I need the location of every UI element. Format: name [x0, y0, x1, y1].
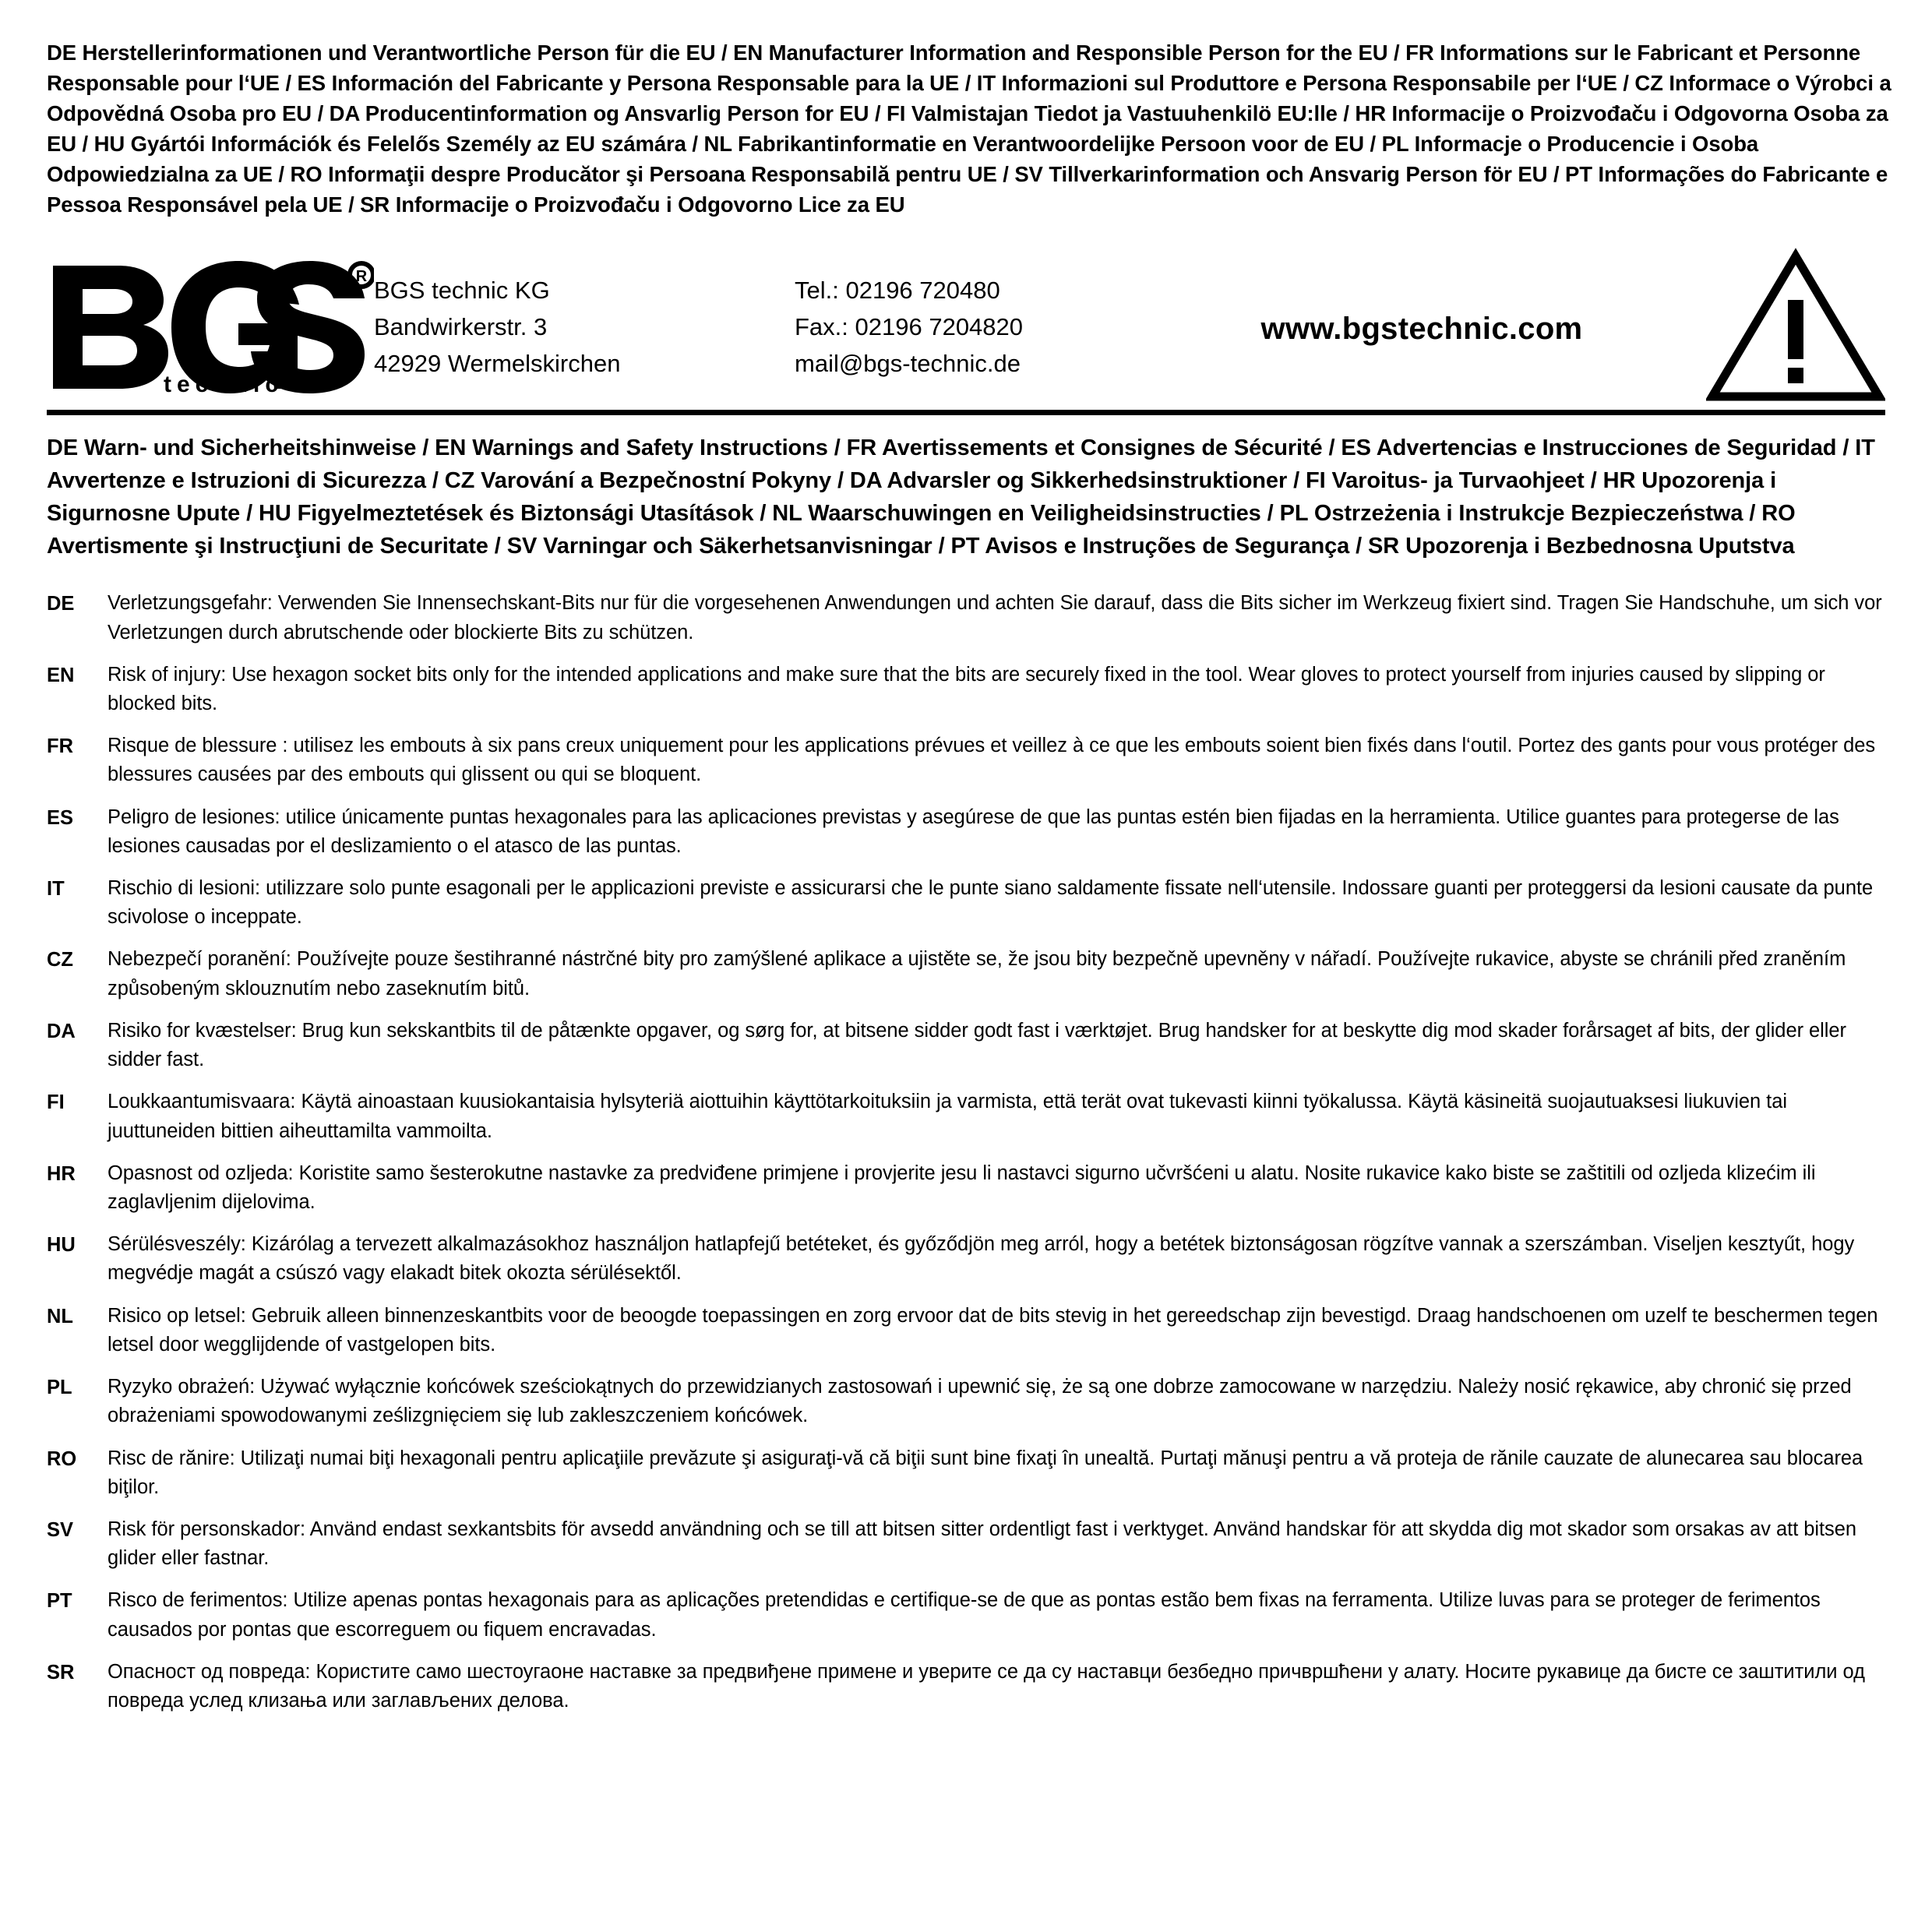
- manufacturer-info-heading: DE Herstellerinformationen und Verantwortliche Person für die EU / EN Manufacturer Information and Responsible Person for the EU / FR Informations sur le Fabricant et Personne Responsable pour l‘UE / ES Información del Fabricante y Persona Responsable para la UE / IT Informazioni sul Produttore e Persona Responsabile per l‘UE / CZ Informace o Výrobci a Odpovědná Osoba pro EU / DA Producentinformation og Ansvarlig Person for EU / FI Valmistajan Tiedot ja Vastuuhenkilö EU:lle / HR Informacije o Proizvođaču i Odgovorna Osoba za EU / HU Gyártói Információk és Felelős Személy az EU számára / NL Fabrikantinformatie en Verantwoordelijke Persoon voor de EU / PL Informacje o Producencie i Osoba Odpowiedzialna za UE / RO Informaţii despre Producător şi Persoana Responsabilă pentru UE / SV Tillverkarinformation och Ansvarig Person för EU / PT Informações do Fabricante e Pessoa Responsável pela UE / SR Informacije o Proizvođaču i Odgovorno Lice za EU: [47, 41, 1891, 217]
- list-item: [47, 589, 1885, 647]
- language-code: SV: [47, 1518, 74, 1541]
- language-text: Verletzungsgefahr: Verwenden Sie Innensechskant-Bits nur für die vorgesehenen Anwendungen und achten Sie darauf, dass die Bits sicher im Werkzeug fixiert sind. Tragen Sie Handschuhe, um sich vor Verletzungen durch abrutschende oder blockierte Bits zu schützen.: [108, 592, 1882, 643]
- language-code: PL: [47, 1377, 72, 1399]
- language-code: SR: [47, 1661, 75, 1683]
- company-website[interactable]: www.bgstechnic.com: [1260, 311, 1583, 346]
- language-text: Risque de blessure : utilisez les embouts à six pans creux uniquement pour les applications prévues et veillez à ce que les embouts soient bien fixés dans l‘outil. Portez des gants pour vous protéger des blessures causées par des embouts qui glissent ou qui se bloquent.: [108, 735, 1876, 786]
- company-fax: Fax.: 02196 7204820: [795, 312, 1024, 340]
- list-item: [47, 1088, 1885, 1145]
- language-code: HU: [47, 1234, 76, 1257]
- svg-text:technic: technic: [164, 372, 284, 396]
- language-code: EN: [47, 664, 75, 686]
- company-email[interactable]: mail@bgs-technic.de: [795, 349, 1021, 377]
- language-text: Опасност од повреда: Користите само шестоугаоне наставке за предвиђене примене и уверите се да су наставци безбедно причвршћени у алату. Носите рукавице да бисте се заштитили од повреда услед клизања или заглављених делова.: [108, 1660, 1865, 1712]
- language-code: DE: [47, 593, 75, 615]
- language-code: PT: [47, 1590, 72, 1613]
- company-header-band: [47, 240, 1885, 415]
- company-name: BGS technic KG: [374, 276, 550, 304]
- list-item: [47, 661, 1885, 718]
- bgs-logo: [47, 255, 374, 395]
- warning-triangle-icon: [1683, 247, 1885, 403]
- list-item: [47, 1658, 1885, 1715]
- language-code: FR: [47, 735, 73, 758]
- list-item: [47, 1444, 1885, 1502]
- language-text: Risk of injury: Use hexagon socket bits only for the intended applications and make sure that the bits are securely fixed in the tool. Wear gloves to protect yourself from injuries caused by slipping or blocked bits.: [108, 663, 1825, 714]
- company-street: Bandwirkerstr. 3: [374, 312, 548, 340]
- language-text: Ryzyko obrażeń: Używać wyłącznie końcówek sześciokątnych do przewidzianych zastosowań i upewnić się, że są one dobrze zamocowane w narzędziu. Należy nosić rękawice, aby chronić się przed obrażeniami spowodowanymi ześlizgnięciem się lub zakleszczeniem końcówek.: [108, 1376, 1852, 1427]
- company-city: 42929 Wermelskirchen: [374, 349, 621, 377]
- list-item: [47, 1159, 1885, 1217]
- language-text: Risiko for kvæstelser: Brug kun sekskantbits til de påtænkte opgaver, og sørg for, at bitsene sidder godt fast i værktøjet. Brug handsker for at beskytte dig mod skader forårsaget af bits, der glider eller sidder fast.: [108, 1019, 1846, 1071]
- company-address: [374, 269, 795, 382]
- language-code: HR: [47, 1162, 76, 1185]
- list-item: [47, 1373, 1885, 1430]
- language-text: Rischio di lesioni: utilizzare solo punte esagonali per le applicazioni previste e assicurarsi che le punte siano saldamente fissate nell‘utensile. Indossare guanti per proteggersi da lesioni causate da punte scivolose o inceppate.: [108, 877, 1874, 929]
- language-code: IT: [47, 878, 65, 901]
- language-text: Opasnost od ozljeda: Koristite samo šesterokutne nastavke za predviđene primjene i provjerite jesu li nastavci sigurno učvršćeni u alatu. Nosite rukavice kako biste se zaštitili od ozljeda klizećim ili zaglavljenim dijelovima.: [108, 1162, 1816, 1213]
- language-code: RO: [47, 1447, 77, 1470]
- language-text: Risico op letsel: Gebruik alleen binnenzeskantbits voor de beoogde toepassingen en zorg ervoor dat de bits stevig in het gereedschap zijn bevestigd. Draag handschoenen om uzelf te beschermen tegen letsel door wegglijdende of vastgelopen bits.: [108, 1304, 1878, 1356]
- list-item: [47, 1302, 1885, 1359]
- list-item: [47, 1586, 1885, 1644]
- language-text: Peligro de lesiones: utilice únicamente puntas hexagonales para las aplicaciones previstas y asegúrese de que las puntas estén bien fijadas en la herramienta. Utilice guantes para protegerse de las lesiones causadas por el deslizamiento o el atasco de las puntas.: [108, 806, 1839, 857]
- language-text: Risc de rănire: Utilizaţi numai biţi hexagonali pentru aplicaţiile prevăzute şi asiguraţi-vă că biţii sunt bine fixaţi în unealtă. Purtaţi mănuşi pentru a vă proteja de rănile cauzate de alunecarea sau blocarea biţilor.: [108, 1447, 1863, 1498]
- list-item: [47, 945, 1885, 1003]
- list-item: [47, 1017, 1885, 1074]
- language-code: FI: [47, 1091, 65, 1114]
- svg-text:R: R: [355, 268, 368, 286]
- company-tel: Tel.: 02196 720480: [795, 276, 1000, 304]
- list-item: [47, 803, 1885, 861]
- language-code: ES: [47, 806, 74, 829]
- list-item: [47, 874, 1885, 932]
- language-code: NL: [47, 1305, 73, 1327]
- list-item: [47, 732, 1885, 789]
- language-text: Risk för personskador: Använd endast sexkantsbits för avsedd användning och se till att bitsen sitter ordentligt fast i verktyget. Använd handskar för att skydda dig mot skador som orsakas av att bitsen glider eller fastnar.: [108, 1518, 1857, 1570]
- language-warning-list: [47, 589, 1885, 1715]
- list-item: [47, 1230, 1885, 1288]
- language-text: Risco de ferimentos: Utilize apenas pontas hexagonais para as aplicações pretendidas e certifique-se de que as pontas estão bem fixas na ferramenta. Utilize luvas para se proteger de ferimentos causados por pontas que escorreguem ou fiquem encravadas.: [108, 1589, 1821, 1641]
- language-code: DA: [47, 1020, 76, 1042]
- safety-instructions-heading: DE Warn- und Sicherheitshinweise / EN Warnings and Safety Instructions / FR Avertissements et Consignes de Sécurité / ES Advertencias e Instrucciones de Seguridad / IT Avvertenze e Istruzioni di Sicurezza / CZ Varování a Bezpečnostní Pokyny / DA Advarsler og Sikkerhedsinstruktioner / FI Varoitus- ja Turvaohjeet / HR Upozorenja i Sigurnosne Upute / HU Figyelmeztetések és Biztonsági Utasítások / NL Waarschuwingen en Veiligheidsinstructies / PL Ostrzeżenia i Instrukcje Bezpieczeństwa / RO Avertismente şi Instrucţiuni de Securitate / SV Varningar och Säkerhetsanvisningar / PT Avisos e Instruções de Segurança / SR Upozorenja i Bezbednosna Uputstva: [47, 435, 1875, 559]
- list-item: [47, 1515, 1885, 1573]
- language-code: CZ: [47, 949, 73, 971]
- company-contact: [795, 269, 1161, 382]
- language-text: Sérülésveszély: Kizárólag a tervezett alkalmazásokhoz használjon hatlapfejű betéteket, és győződjön meg arról, hogy a betétek biztonságosan rögzítve vannak a szerszámban. Viseljen kesztyűt, hogy megvédje magát a csúszó vagy elakadt bitek okozta sérülésektől.: [108, 1233, 1855, 1285]
- language-text: Loukkaantumisvaara: Käytä ainoastaan kuusiokantaisia hylsyteriä aiottuihin käyttötarkoituksiin ja varmista, että terät ovat tukevasti kiinni työkalussa. Käytä käsineitä suojautuaksesi liukuvien tai juuttuneiden bittien aiheuttamilta vammoilta.: [108, 1091, 1787, 1142]
- language-text: Nebezpečí poranění: Používejte pouze šestihranné nástrčné bity pro zamýšlené aplikace a ujistěte se, že jsou bity bezpečně upevněny v nářadí. Používejte rukavice, abyste se chránili před zraněním způsobeným sklouznutím nebo zaseknutím bitů.: [108, 948, 1846, 999]
